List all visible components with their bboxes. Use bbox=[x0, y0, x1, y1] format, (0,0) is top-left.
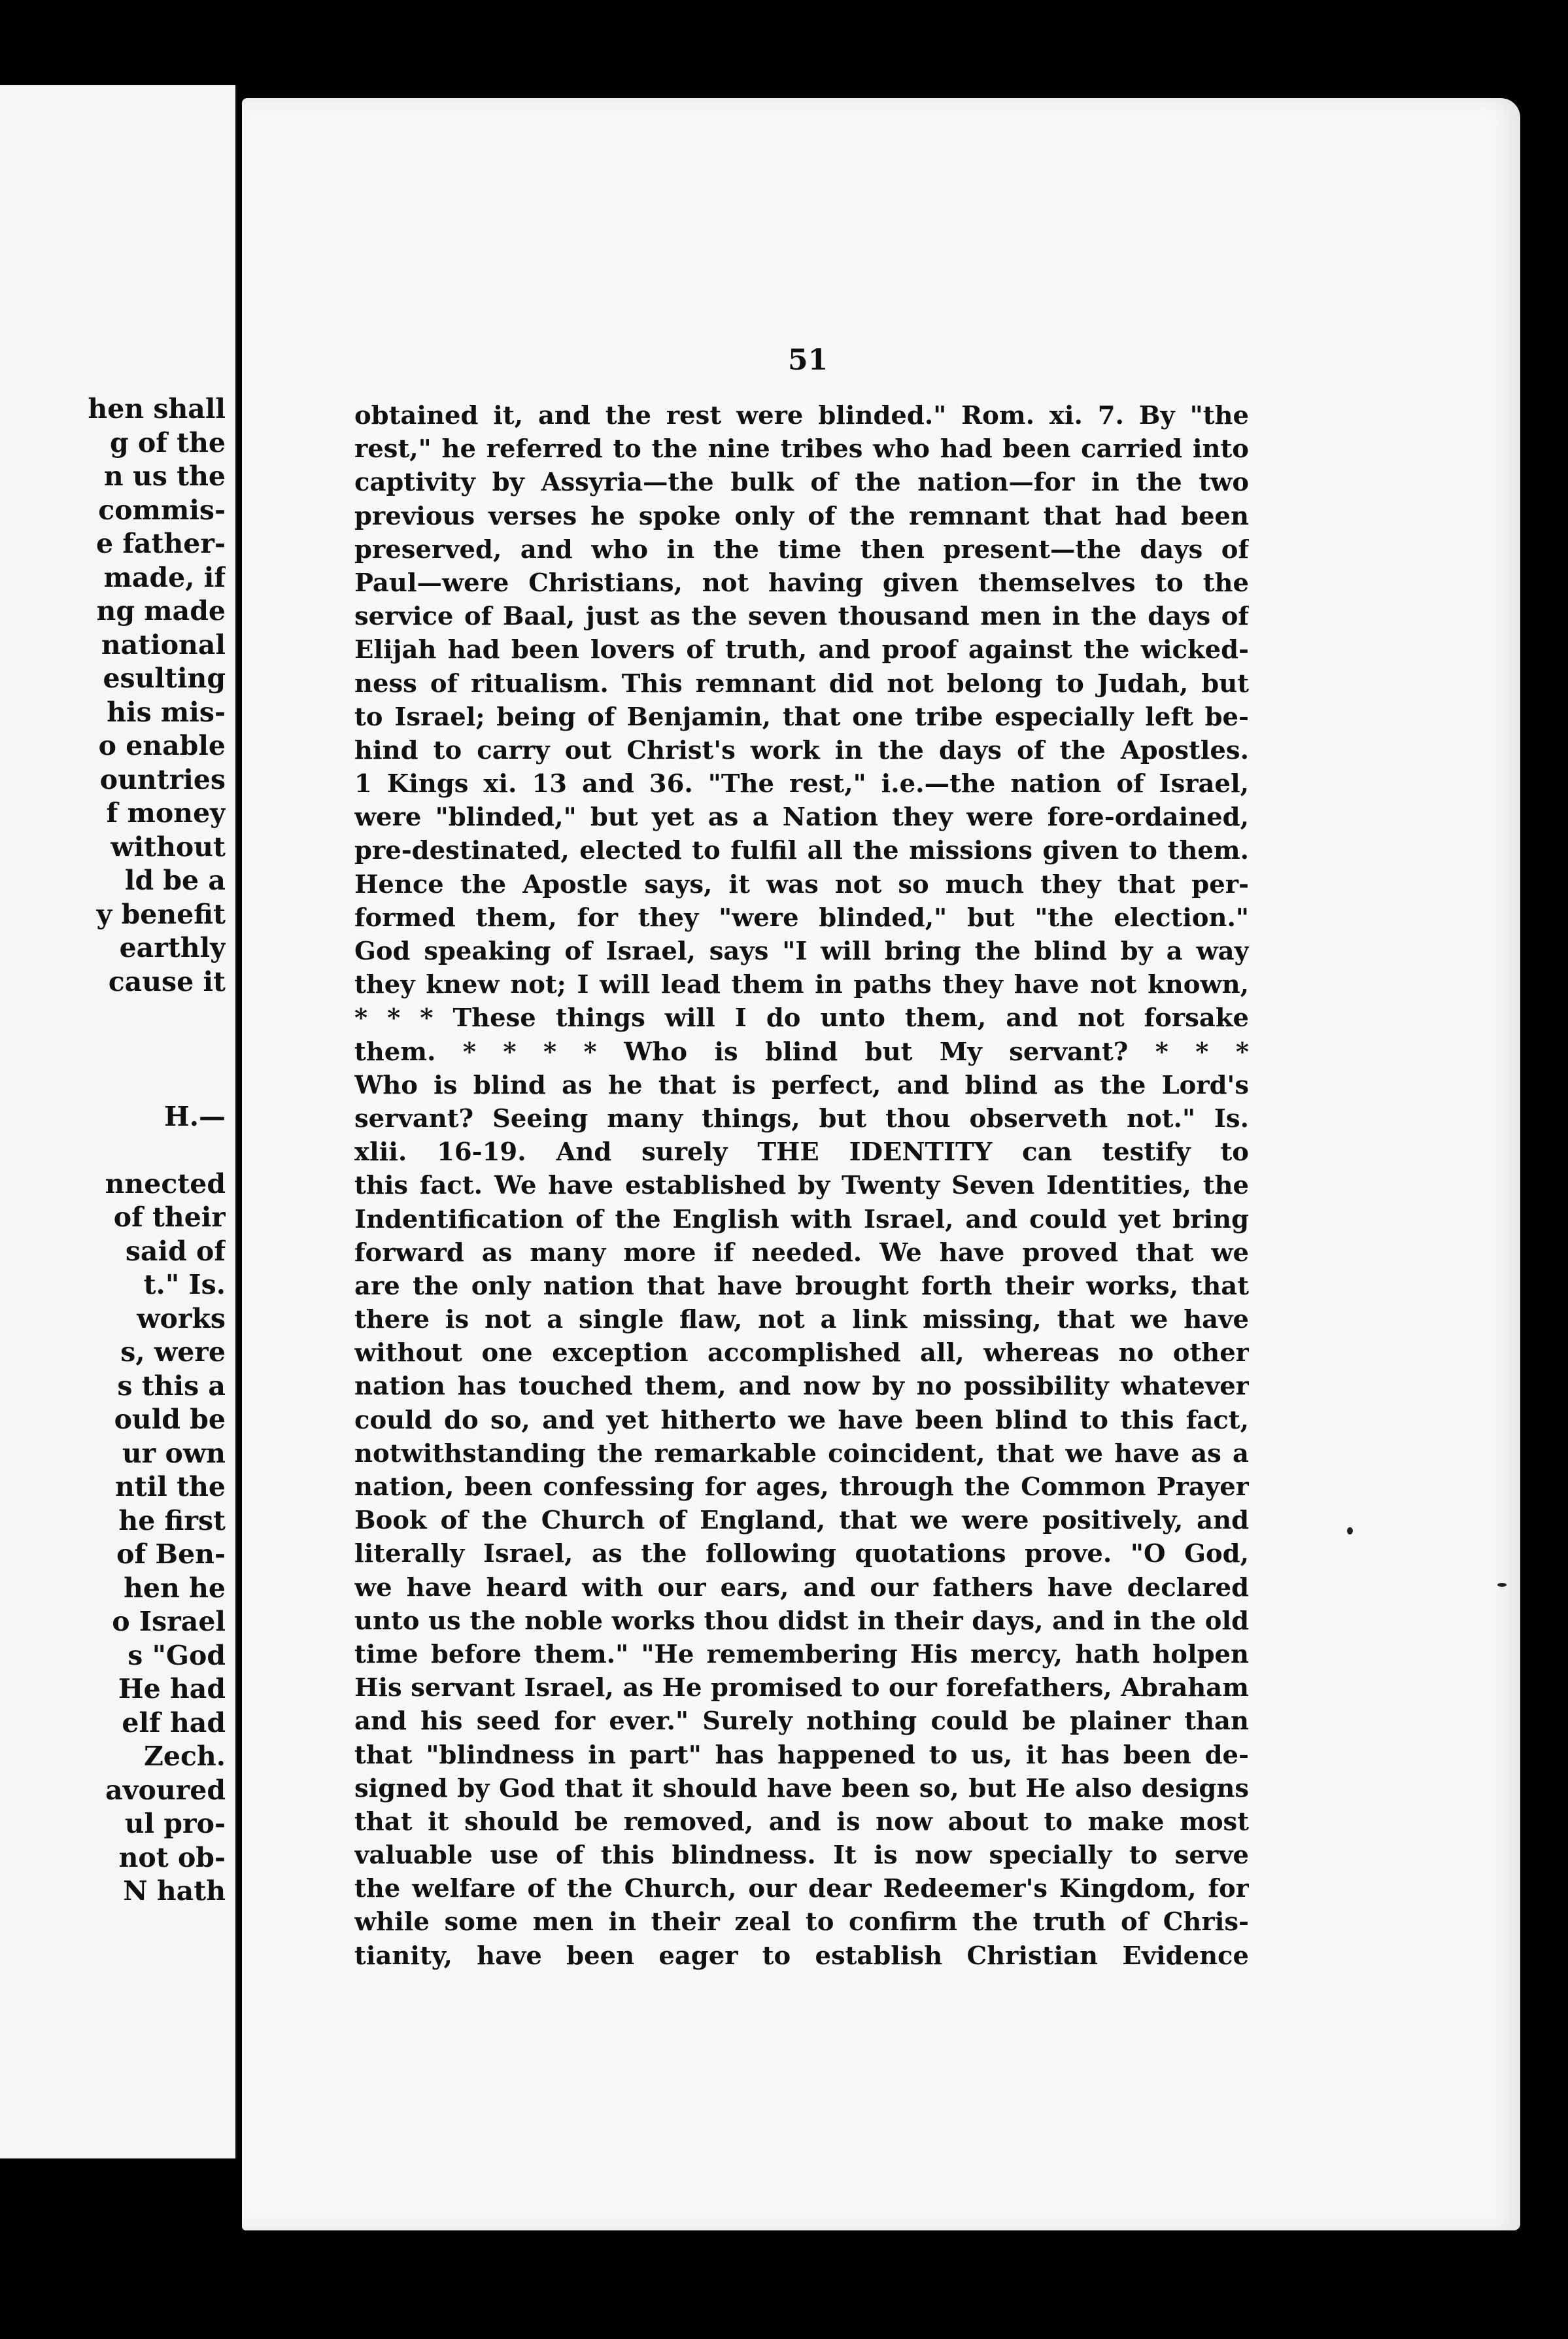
text-line: could do so, and yet hitherto we have been blind to this fact, bbox=[354, 1405, 1249, 1435]
left-page-line: he first bbox=[118, 1504, 226, 1536]
left-page-line: o enable bbox=[98, 730, 226, 761]
left-page-line: f money bbox=[106, 797, 226, 829]
text-line: previous verses he spoke only of the remnant that had been bbox=[354, 501, 1249, 531]
left-page-line: t." Is. bbox=[143, 1269, 226, 1300]
left-page-line: s this a bbox=[117, 1370, 226, 1402]
text-line: formed them, for they "were blinded," but "the election." bbox=[354, 903, 1249, 933]
text-line: Paul—were Christians, not having given themselves to the bbox=[354, 568, 1249, 598]
left-page-line: g of the bbox=[109, 426, 226, 459]
left-page-line: earthly bbox=[119, 932, 226, 963]
text-line: we have heard with our ears, and our fathers have declared bbox=[354, 1572, 1249, 1603]
text-line: Book of the Church of England, that we were positively, and bbox=[354, 1506, 1249, 1536]
text-line: time before them." "He remembering His mercy, hath holpen bbox=[354, 1639, 1249, 1669]
text-line: ness of ritualism. This remnant did not belong to Judah, but bbox=[354, 668, 1249, 699]
text-line: hind to carry out Christ's work in the days of the Apostles. bbox=[354, 735, 1249, 765]
text-line: that "blindness in part" has happened to us, it has been de- bbox=[354, 1740, 1249, 1770]
text-line: His servant Israel, as He promised to our forefathers, Abraham bbox=[354, 1673, 1249, 1703]
left-page-line: N hath bbox=[123, 1875, 226, 1907]
left-page-line: ountries bbox=[99, 763, 226, 795]
body-text bbox=[354, 399, 1249, 1973]
text-line: Indentification of the English with Israel, and could yet bring bbox=[354, 1204, 1249, 1234]
text-line: this fact. We have established by Twenty Seven Identities, the bbox=[354, 1171, 1249, 1201]
text-line: valuable use of this blindness. It is now specially to serve bbox=[354, 1841, 1249, 1871]
text-line: nation, been confessing for ages, through the Common Prayer bbox=[354, 1472, 1249, 1502]
left-page-line: e father- bbox=[95, 528, 226, 559]
text-line: there is not a single flaw, not a link missing, that we have bbox=[354, 1305, 1249, 1335]
left-page-line: elf had bbox=[122, 1707, 226, 1739]
left-page-line: ng made bbox=[96, 595, 226, 627]
text-line: captivity by Assyria—the bulk of the nation—for in the two bbox=[354, 468, 1249, 498]
text-line: them. * * * * Who is blind but My servant? * * * bbox=[354, 1037, 1249, 1067]
left-page-line: Zech. bbox=[143, 1741, 226, 1772]
left-page-line: of Ben- bbox=[116, 1538, 226, 1570]
left-page-line: ld be a bbox=[124, 865, 226, 896]
text-line: pre-destinated, elected to fulfil all the missions given to them. bbox=[354, 836, 1249, 866]
left-page-line: hen he bbox=[124, 1572, 226, 1604]
left-page-line bbox=[0, 1134, 226, 1168]
text-line: notwithstanding the remarkable coincident, that we have as a bbox=[354, 1438, 1249, 1468]
left-page-line bbox=[0, 1066, 226, 1100]
text-line: they knew not; I will lead them in paths they have not known, bbox=[354, 970, 1249, 1000]
left-page-line: ould be bbox=[114, 1404, 226, 1435]
left-page-line: esulting bbox=[103, 663, 226, 694]
left-page-line: of their bbox=[113, 1202, 226, 1233]
left-page-line: nnected bbox=[105, 1168, 226, 1200]
text-line: the welfare of the Church, our dear Redeemer's Kingdom, for bbox=[354, 1874, 1249, 1904]
left-page-line: works bbox=[137, 1302, 226, 1334]
left-page-line: ul pro- bbox=[124, 1808, 226, 1839]
left-page-line: not ob- bbox=[118, 1841, 226, 1873]
left-page-line: ur own bbox=[122, 1437, 226, 1469]
text-line: God speaking of Israel, says "I will bring the blind by a way bbox=[354, 937, 1249, 966]
text-line: servant? Seeing many things, but thou observeth not." Is. bbox=[354, 1103, 1249, 1134]
text-line: literally Israel, as the following quotations prove. "O God, bbox=[354, 1539, 1249, 1569]
left-page-line: national bbox=[101, 629, 226, 661]
text-line: forward as many more if needed. We have proved that we bbox=[354, 1238, 1249, 1268]
text-line: were "blinded," but yet as a Nation they were fore-ordained, bbox=[354, 803, 1249, 833]
left-page-line: n us the bbox=[103, 460, 226, 492]
left-page-line: commis- bbox=[98, 494, 226, 526]
text-line: tianity, have been eager to establish Christian Evidence bbox=[354, 1941, 1249, 1971]
text-line: signed by God that it should have been so, but He also designs bbox=[354, 1773, 1249, 1803]
left-page bbox=[0, 85, 237, 2158]
text-line: Hence the Apostle says, it was not so much they that per- bbox=[354, 869, 1249, 899]
left-page-line: s, were bbox=[120, 1336, 226, 1368]
ink-speck bbox=[1497, 1583, 1507, 1587]
left-page-line: without bbox=[111, 831, 226, 863]
ink-speck bbox=[1347, 1527, 1353, 1534]
left-page-line: said of bbox=[125, 1235, 226, 1267]
text-line: rest," he referred to the nine tribes who had been carried into bbox=[354, 434, 1249, 464]
left-page-line: avoured bbox=[105, 1774, 226, 1806]
text-line: that it should be removed, and is now about to make most bbox=[354, 1807, 1249, 1837]
text-line: nation has touched them, and now by no possibility whatever bbox=[354, 1372, 1249, 1402]
text-line: * * * These things will I do unto them, and not forsake bbox=[354, 1003, 1249, 1033]
text-line: xlii. 16-19. And surely THE IDENTITY can testify to bbox=[354, 1137, 1249, 1168]
left-page-line: cause it bbox=[108, 965, 226, 997]
text-line: 1 Kings xi. 13 and 36. "The rest," i.e.—the nation of Israel, bbox=[354, 769, 1249, 799]
text-line: unto us the noble works thou didst in their days, and in the old bbox=[354, 1606, 1249, 1636]
text-line: service of Baal, just as the seven thousand men in the days of bbox=[354, 602, 1249, 632]
page-number: 51 bbox=[788, 343, 828, 377]
text-line: obtained it, and the rest were blinded." Rom. xi. 7. By "the bbox=[354, 401, 1249, 430]
left-page-line: y benefit bbox=[96, 898, 226, 930]
left-page-line: o Israel bbox=[112, 1606, 226, 1637]
text-line: preserved, and who in the time then present—the days of bbox=[354, 534, 1249, 564]
text-line: Who is blind as he that is perfect, and blind as the Lord's bbox=[354, 1070, 1249, 1100]
left-page-line: made, if bbox=[103, 561, 226, 593]
text-line: to Israel; being of Benjamin, that one tribe especially left be- bbox=[354, 702, 1249, 732]
left-page-line: s "God bbox=[128, 1639, 226, 1671]
text-line: are the only nation that have brought forth their works, that bbox=[354, 1271, 1249, 1301]
text-line: Elijah had been lovers of truth, and proof against the wicked- bbox=[354, 635, 1249, 665]
left-page-text bbox=[0, 392, 226, 1909]
left-page-line: hen shall bbox=[88, 393, 226, 424]
text-line: while some men in their zeal to confirm the truth of Chris- bbox=[354, 1907, 1249, 1937]
text-line: and his seed for ever." Surely nothing could be plainer than bbox=[354, 1707, 1249, 1737]
left-page-line bbox=[0, 1033, 226, 1067]
left-page-line: ntil the bbox=[114, 1471, 226, 1502]
left-page-line: He had bbox=[118, 1673, 226, 1705]
left-page-line: H.— bbox=[163, 1100, 226, 1132]
left-page-line bbox=[0, 999, 226, 1033]
text-line: without one exception accomplished all, whereas no other bbox=[354, 1338, 1249, 1368]
left-page-line: his mis- bbox=[107, 696, 226, 728]
